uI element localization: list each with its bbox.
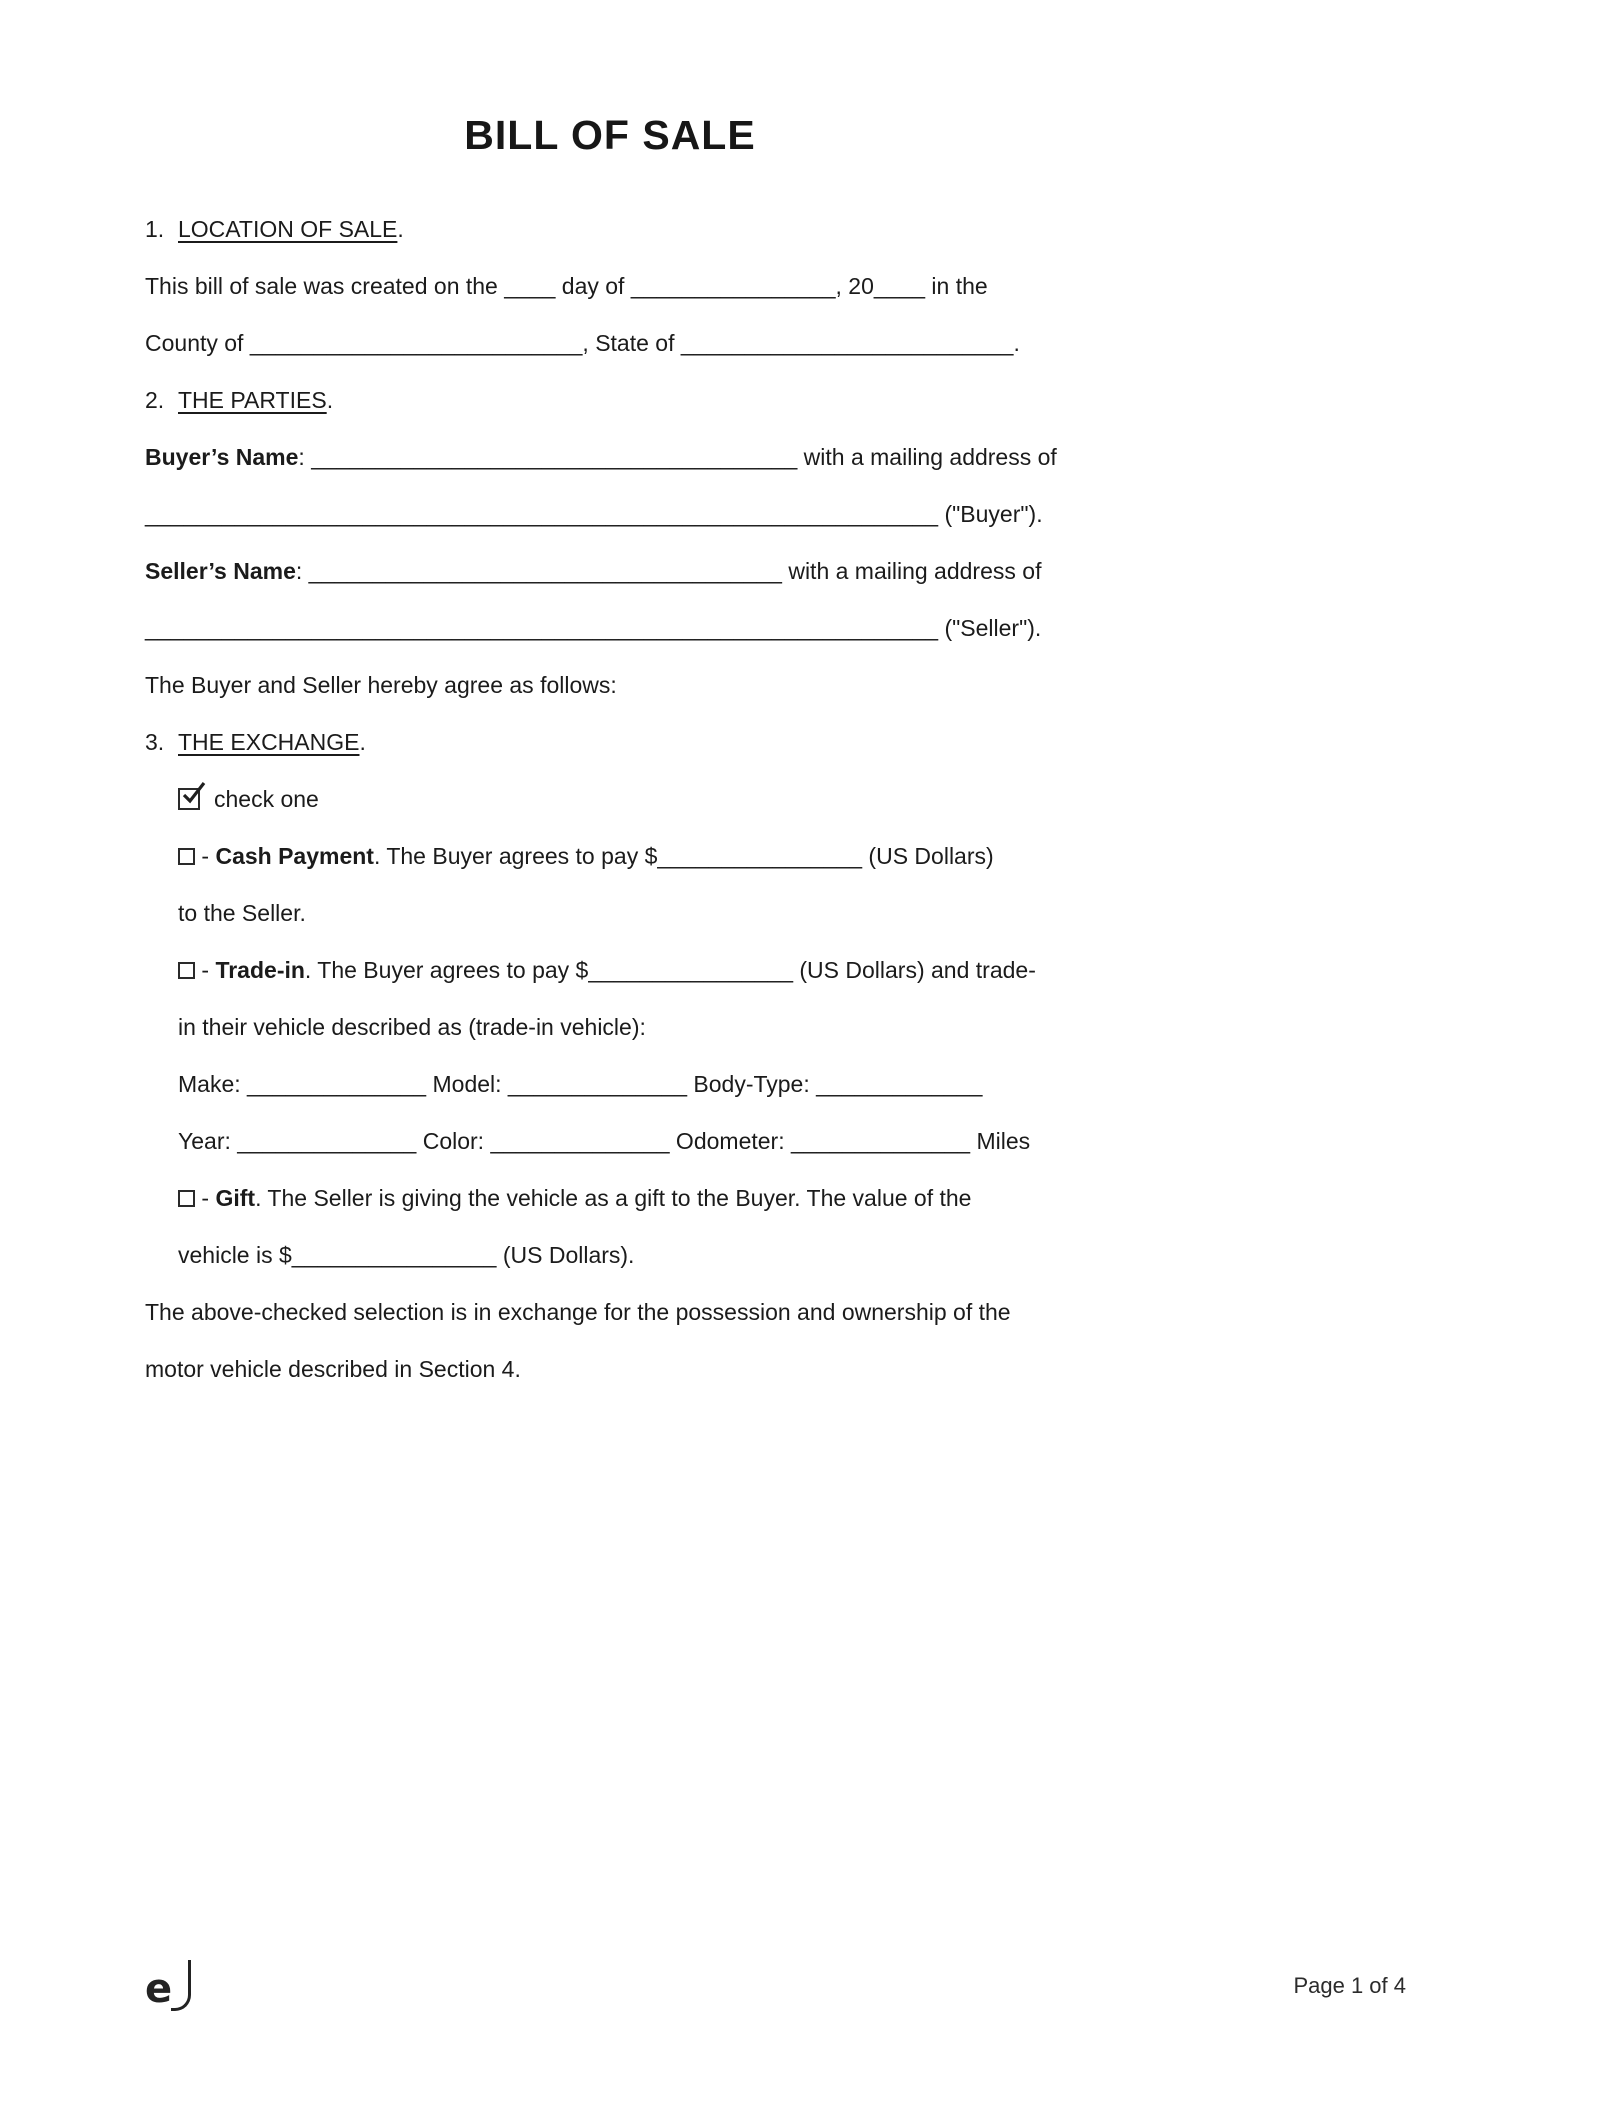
option-gift-text: . The Seller is giving the vehicle as a gift to the Buyer. The value of the [255,1185,972,1211]
closing-line-1: The above-checked selection is in exchange for the possession and ownership of the [145,1299,1011,1325]
section-2-title: THE PARTIES [178,387,327,413]
option-cash-text: . The Buyer agrees to pay $________________ (US Dollars) [373,843,994,869]
option-gift-line-1 [145,1170,1075,1227]
option-tradein-dash: - [195,957,216,983]
seller-name-label: Seller’s Name [145,558,296,584]
page-footer [145,1959,1406,2013]
location-sale-line-2: County of __________________________, State of __________________________. [145,330,1020,356]
check-one-row [145,771,1075,828]
option-cash-dash: - [195,843,216,869]
section-3-period: . [359,729,366,755]
closing-line-2: motor vehicle described in Section 4. [145,1356,521,1382]
option-cash-line-2: to the Seller. [178,900,306,926]
section-1-heading [145,201,1075,258]
option-gift-label: Gift [215,1185,256,1211]
option-gift-dash: - [195,1185,216,1211]
document-title: BILL OF SALE [464,112,756,158]
checkbox-unchecked-icon [178,848,195,865]
eforms-logo-arc [171,1960,191,2011]
option-gift-line-2: vehicle is $________________ (US Dollars). [178,1242,635,1268]
page-number: Page 1 of 4 [1293,1973,1406,1998]
option-cash-label: Cash Payment [215,843,374,869]
seller-address-line: ______________________________________________________________ ("Seller"). [145,615,1042,641]
section-1-title: LOCATION OF SALE [178,216,398,242]
section-3-title: THE EXCHANGE [178,729,360,755]
buyer-name-label: Buyer’s Name [145,444,299,470]
option-tradein-line-2: in their vehicle described as (trade-in vehicle): [178,1014,646,1040]
option-tradein-line-1 [145,942,1075,999]
section-2-heading [145,372,1075,429]
location-sale-line-1: This bill of sale was created on the ____ day of ________________, 20____ in the [145,273,988,299]
section-2-number: 2. [145,387,165,413]
section-3-heading [145,714,1075,771]
option-tradein-text: . The Buyer agrees to pay $________________ (US Dollars) and trade- [304,957,1036,983]
tradein-details-line-1: Make: ______________ Model: ______________ Body-Type: _____________ [178,1071,983,1097]
section-1-period: . [397,216,404,242]
document-body [145,105,1075,1398]
eforms-logo-letter: e [145,1966,173,2012]
buyer-address-line: ______________________________________________________________ ("Buyer"). [145,501,1043,527]
option-tradein-label: Trade-in [215,957,305,983]
section-3-number: 3. [145,729,165,755]
eforms-logo [145,1959,193,2013]
section-2-period: . [326,387,334,413]
section-1-number: 1. [145,216,165,242]
buyer-name-blank: : ______________________________________ with a mailing address of [298,444,1057,470]
checkbox-unchecked-icon [178,962,195,979]
checkbox-unchecked-icon [178,1190,195,1207]
option-cash-line-1 [145,828,1075,885]
check-one-label: check one [214,786,319,812]
buyer-name-line [145,429,1075,486]
tradein-details-line-2: Year: ______________ Color: ______________ Odometer: ______________ Miles [178,1128,1031,1154]
checkbox-checked-icon [178,788,200,810]
seller-name-blank: : _____________________________________ with a mailing address of [295,558,1042,584]
seller-name-line [145,543,1075,600]
agreement-intro-line: The Buyer and Seller hereby agree as follows: [145,672,617,698]
